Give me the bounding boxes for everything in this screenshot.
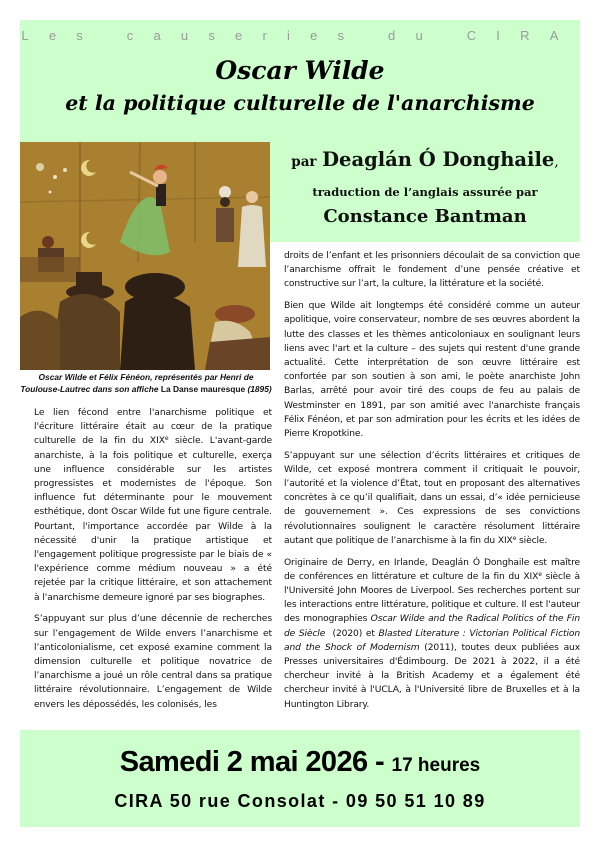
body-column-left xyxy=(34,406,272,719)
event-datetime xyxy=(20,746,580,779)
painting-illustration xyxy=(20,142,270,370)
byline-comma: , xyxy=(554,154,559,170)
event-address: CIRA 50 rue Consolat - 09 50 51 10 89 xyxy=(114,791,486,811)
superscript: e xyxy=(538,570,542,578)
paragraph-text: Originaire de Derry, en Irlande, Deaglán Ó Donghaile est maître de conférences en littérature et culture de la fin du XIX xyxy=(284,557,580,582)
paragraph-text: S’appuyant sur une sélection d’écrits littéraires et critiques de Wilde, cet exposé montrera comment il critiquait le pouvoir, l’autorité et la violence d’État, tout en proposant des alternatives concrètes à ce qu’il qualifiait, dans un essai, d’« idée pernicieuse de gouvernement ». Ces expressions de ses convictions révolutionnaires soulignent le caractère résolument littéraire autant que politique de l’anarchisme à la fin du XIX xyxy=(284,450,580,546)
page-subtitle: et la politique culturelle de l'anarchisme xyxy=(65,91,535,115)
superscript: e xyxy=(512,534,517,542)
byline xyxy=(270,148,580,171)
event-separator: - xyxy=(367,746,392,778)
paragraph-text: Le lien fécond entre l'anarchisme politique et l'écriture littéraire était au cœur de la pratique culturelle de la fin du XIX xyxy=(34,408,272,447)
caption-part2: (1895) xyxy=(245,383,272,394)
painting-image xyxy=(20,142,270,370)
superscript: e xyxy=(164,435,169,443)
paragraph-continuation: droits de l’enfant et les prisonniers découlait de sa conviction que l’anarchisme offrait le fondement d’une pensée créative et constructive sur l’art, la culture, la littérature et la société. xyxy=(284,251,580,290)
paragraph-text: siècle. xyxy=(516,535,548,546)
author-name: Deaglán Ó Donghaile xyxy=(322,148,555,171)
body-column-right xyxy=(284,249,580,719)
caption-work-title: La Danse mauresque xyxy=(160,383,246,394)
paragraph-text: siècle. L'avant-garde anarchiste, à la fois politique et culturelle, exerça une influence considérable sur les artistes progressistes et modernistes de l'époque. Son influence fut déterminante pour le mouvement esthétique, dont Oscar Wilde fut une figure centrale. Pourtant, l'importance accordée par Wilde à la nécessité d'unir la pratique artistique et l'engagement politique progressiste par le biais de « l'expérience comme médium nouveau » a été rejetée par la critique littéraire, et son attachement à l'anarchisme demeure ignoré par ses biographes. xyxy=(34,436,272,603)
painting-caption xyxy=(20,372,272,395)
paragraph-text: (2011), toutes deux publiées aux Presses universitaires d'Édimbourg. De 2021 à 2022, il a été chercheur invité à la British Academy et a également été chercheur invité à l'UCLA, à l'Université libre de Bruxelles et à la Huntington Library. xyxy=(284,642,580,710)
event-date: Samedi 2 mai 2026 xyxy=(119,746,368,778)
page-title: Oscar Wilde xyxy=(215,56,385,85)
byline-par: par xyxy=(291,154,317,170)
book-title: Oscar Wilde and the Radical Politics of the Fin de Siècle xyxy=(284,614,580,639)
paragraph-text: siècle à l'Université John Moores de Liverpool. Ses recherches portent sur les interactions entre littérature, politique et culture. Il est l'auteur des monographies xyxy=(284,571,580,625)
paragraph-selection xyxy=(284,449,580,548)
caption-part1: Oscar Wilde et Félix Fénéon, représentés par Henri de Toulouse-Lautrec dans son affiche xyxy=(20,372,254,394)
paragraph-research: S’appuyant sur plus d’une décennie de recherches sur l’engagement de Wilde envers l’anarchisme et l’anticolonialisme, cet exposé examine comment la dimension culturelle et politique novatrice de l’anarchisme a joué un rôle central dans sa pratique littéraire révolutionnaire. L’engagement de Wilde envers les dépossédés, les colonisés, les xyxy=(34,614,272,710)
paragraph-text: (2020) et xyxy=(325,628,379,639)
paragraph-apolitical: Bien que Wilde ait longtemps été considéré comme un auteur apolitique, voire conservateur, nombre de ses œuvres abordent la lutte des classes et les thèmes anticoloniaux en soulignant leurs liens avec l'art et la culture – des sujets qui restent d'une grande actualité. Cette interprétation de son œuvre littéraire est confortée par son soutien à son ami, le poète anarchiste John Barlas, arrêté pour avoir tiré des coups de feu au palais de Westminster en 1891, par son amitié avec l'anarchiste français Félix Fénéon, et par son admiration pour les écrits et les idées de Pierre Kropotkine. xyxy=(284,301,580,439)
paragraph-author-bio xyxy=(284,556,580,712)
translator-name: Constance Bantman xyxy=(323,206,527,227)
paragraph-intro xyxy=(34,406,272,605)
translation-note: traduction de l’anglais assurée par xyxy=(312,185,538,199)
event-time: 17 heures xyxy=(391,755,481,776)
book-title: Blasted Literature : Victorian Political Fiction and the Shock of Modernism xyxy=(284,628,580,653)
series-label: Les causeries du CIRA xyxy=(21,28,579,43)
